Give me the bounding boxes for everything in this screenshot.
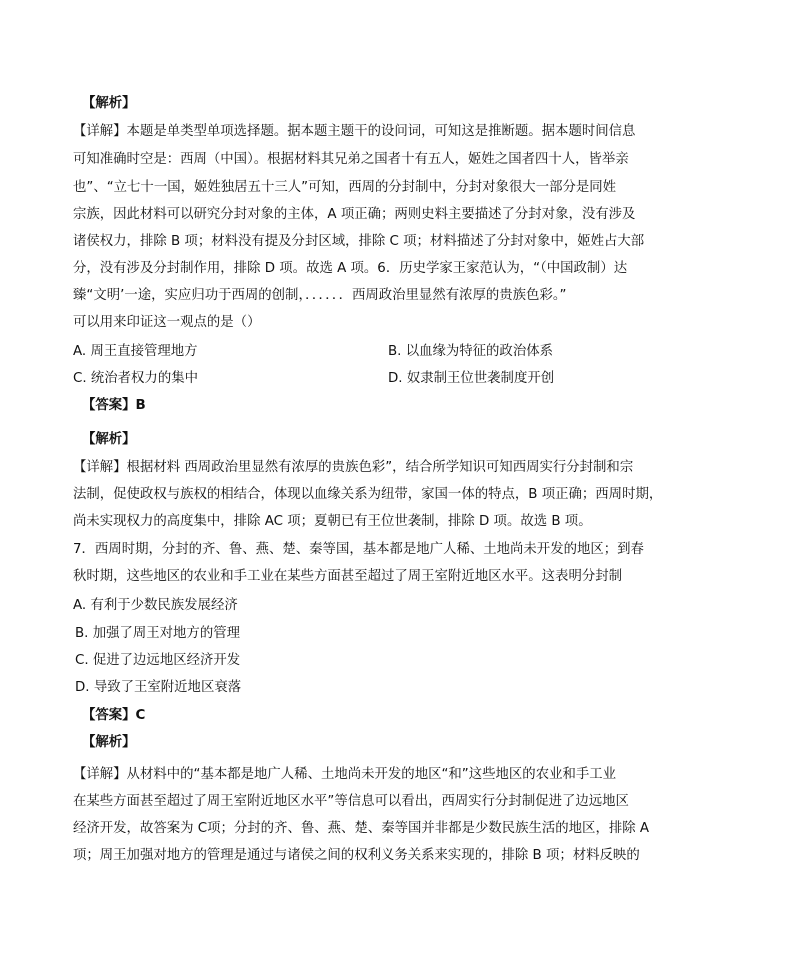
q7-detail-line: 在某些方面甚至超过了周王室附近地区水平”等信息可以看出，西周实行分封制促进了边远地区 bbox=[73, 794, 629, 809]
q7-option-d: D. 导致了王室附近地区衰落 bbox=[75, 680, 242, 695]
detail-line: 【详解】本题是单类型单项选择题。据本题主题干的设问词，可知这是推断题。据本题时间信息 bbox=[73, 124, 636, 139]
q6-option-b: B. 以血缘为特征的政治体系 bbox=[388, 344, 553, 359]
q6-option-a: A. 周王直接管理地方 bbox=[73, 344, 198, 359]
q6-detail-line: 【详解】根据材料 西周政治里显然有浓厚的贵族色彩”，结合所学知识可知西周实行分封制和宗 bbox=[73, 460, 634, 475]
q6-detail-line: 法制，促使政权与族权的相结合，体现以血缘关系为纽带，家国一体的特点，B 项正确；西周时期， bbox=[73, 487, 663, 502]
question-7-stem: 7．西周时期，分封的齐、鲁、燕、楚、秦等国，基本都是地广人稀、土地尚未开发的地区；到春 bbox=[73, 542, 644, 557]
analysis-heading: 【解析】 bbox=[82, 96, 136, 111]
q6-detail-line: 尚未实现权力的高度集中，排除 AC 项；夏朝已有王位世袭制，排除 D 项。故选 B 项。 bbox=[73, 514, 592, 529]
q7-option-a: A. 有利于少数民族发展经济 bbox=[73, 598, 238, 613]
q7-option-b: B. 加强了周王对地方的管理 bbox=[75, 626, 240, 641]
question-6-prompt: 可以用来印证这一观点的是（） bbox=[73, 315, 261, 330]
q6-option-c: C. 统治者权力的集中 bbox=[73, 371, 198, 386]
q7-analysis-heading: 【解析】 bbox=[82, 735, 136, 750]
detail-line: 可知准确时空是：西周（中国）。根据材料其兄弟之国者十有五人，姬姓之国者四十人，皆举亲 bbox=[73, 152, 629, 167]
q7-answer: 【答案】C bbox=[82, 708, 146, 723]
q6-answer: 【答案】B bbox=[82, 398, 146, 413]
q7-detail-line: 【详解】从材料中的“基本都是地广人稀、土地尚未开发的地区“和”这些地区的农业和手工业 bbox=[73, 767, 617, 782]
detail-line: 诸侯权力，排除 B 项；材料没有提及分封区域，排除 C 项；材料描述了分封对象中，姬姓占大部 bbox=[73, 234, 645, 249]
q7-detail-line: 经济开发，故答案为 C项；分封的齐、鲁、燕、楚、秦等国并非都是少数民族生活的地区，排除 A bbox=[73, 821, 650, 836]
q6-analysis-heading: 【解析】 bbox=[82, 432, 136, 447]
question-7-stem: 秋时期，这些地区的农业和手工业在某些方面甚至超过了周王室附近地区水平。这表明分封制 bbox=[73, 569, 623, 584]
q6-option-d: D. 奴隶制王位世袭制度开创 bbox=[388, 371, 555, 386]
detail-line: 分，没有涉及分封制作用，排除 D 项。故选 A 项。6．历史学家王家范认为，“（中国政制）达 bbox=[73, 261, 628, 276]
q7-detail-line: 项；周王加强对地方的管理是通过与诸侯之间的权利义务关系来实现的，排除 B 项；材料反映的 bbox=[73, 848, 640, 863]
q7-option-c: C. 促进了边远地区经济开发 bbox=[75, 653, 241, 668]
detail-line: 也”、“立七十一国，姬姓独居五十三人”可知，西周的分封制中，分封对象很大一部分是同姓 bbox=[73, 180, 617, 195]
detail-line: 臻“文明’一途，实应归功于西周的创制，．．．．．．西周政治里显然有浓厚的贵族色彩。” bbox=[73, 288, 567, 303]
detail-line: 宗族，因此材料可以研究分封对象的主体，A 项正确；两则史料主要描述了分封对象，没有涉及 bbox=[73, 207, 636, 222]
